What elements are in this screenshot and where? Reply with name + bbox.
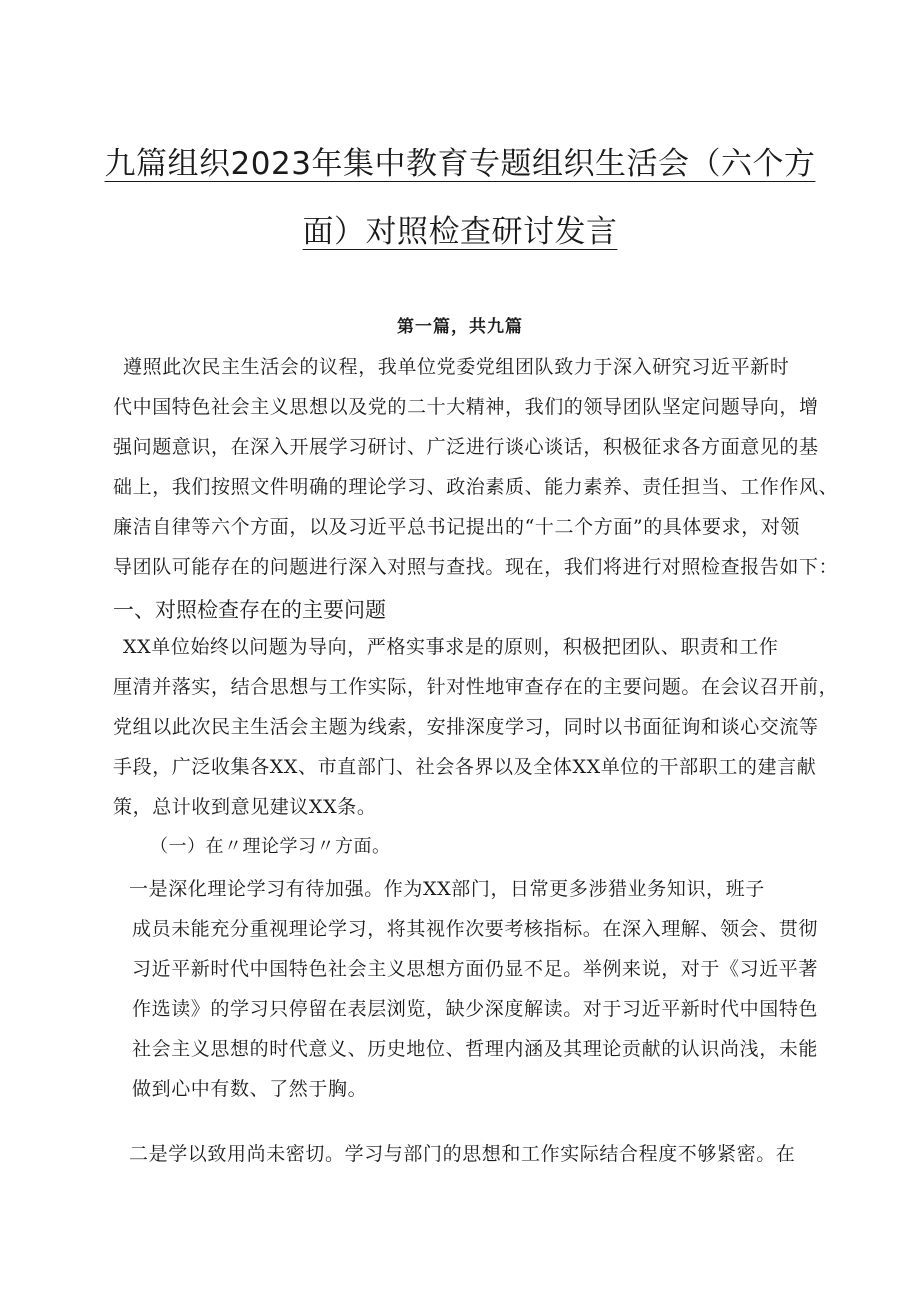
- text-line: 代中国特色社会主义思想以及党的二十大精神，我们的领导团队坚定问题导向，增: [113, 396, 819, 418]
- text-line: 厘清并落实，结合思想与工作实际，针对性地审查存在的主要问题。在会议召开前，: [113, 676, 839, 698]
- text-line: 做到心中有数、了然于胸。: [132, 1078, 368, 1100]
- text-line: 导团队可能存在的问题进行深入对照与查找。现在，我们将进行对照检查报告如下：: [113, 556, 839, 578]
- document-title-line-2: 面）对照检查研讨发言: [302, 214, 618, 250]
- text-line: XX单位始终以问题为导向，严格实事求是的原则，积极把团队、职责和工作: [123, 636, 779, 658]
- text-line: 二是学以致用尚未密切。学习与部门的思想和工作实际结合程度不够紧密。在: [129, 1143, 796, 1165]
- subsection-heading: （一）在〃理论学习〃方面。: [150, 836, 391, 857]
- text-line: 一是深化理论学习有待加强。作为XX部门，日常更多涉猎业务知识，班子: [129, 878, 765, 900]
- text-line: 遵照此次民主生活会的议程，我单位党委党组团队致力于深入研究习近平新时: [123, 356, 790, 378]
- document-subtitle: 第一篇，共九篇: [397, 317, 523, 337]
- text-line: 手段，广泛收集各XX、市直部门、社会各界以及全体XX单位的干部职工的建言献: [113, 756, 817, 778]
- text-line: 策，总计收到意见建议XX条。: [113, 796, 377, 818]
- text-line: 强问题意识，在深入开展学习研讨、广泛进行谈心谈话，积极征求各方面意见的基: [113, 436, 819, 458]
- text-line: 习近平新时代中国特色社会主义思想方面仍显不足。举例来说，对于《习近平著: [132, 958, 819, 980]
- text-line: 作选读》的学习只停留在表层浏览，缺少深度解读。对于习近平新时代中国特色: [132, 998, 819, 1020]
- document-title-line-1: 九篇组织2023年集中教育专题组织生活会（六个方: [104, 146, 816, 182]
- text-line: 成员未能充分重视理论学习，将其视作次要考核指标。在深入理解、领会、贯彻: [132, 918, 819, 940]
- text-line: 党组以此次民主生活会主题为线索，安排深度学习，同时以书面征询和谈心交流等: [113, 716, 819, 738]
- text-line: 础上，我们按照文件明确的理论学习、政治素质、能力素养、责任担当、工作作风、: [113, 476, 839, 498]
- text-line: 廉洁自律等六个方面，以及习近平总书记提出的“十二个方面”的具体要求，对领: [113, 516, 801, 538]
- section-heading: 一、对照检查存在的主要问题: [113, 598, 386, 622]
- text-line: 社会主义思想的时代意义、历史地位、哲理内涵及其理论贡献的认识尚浅，未能: [132, 1038, 819, 1060]
